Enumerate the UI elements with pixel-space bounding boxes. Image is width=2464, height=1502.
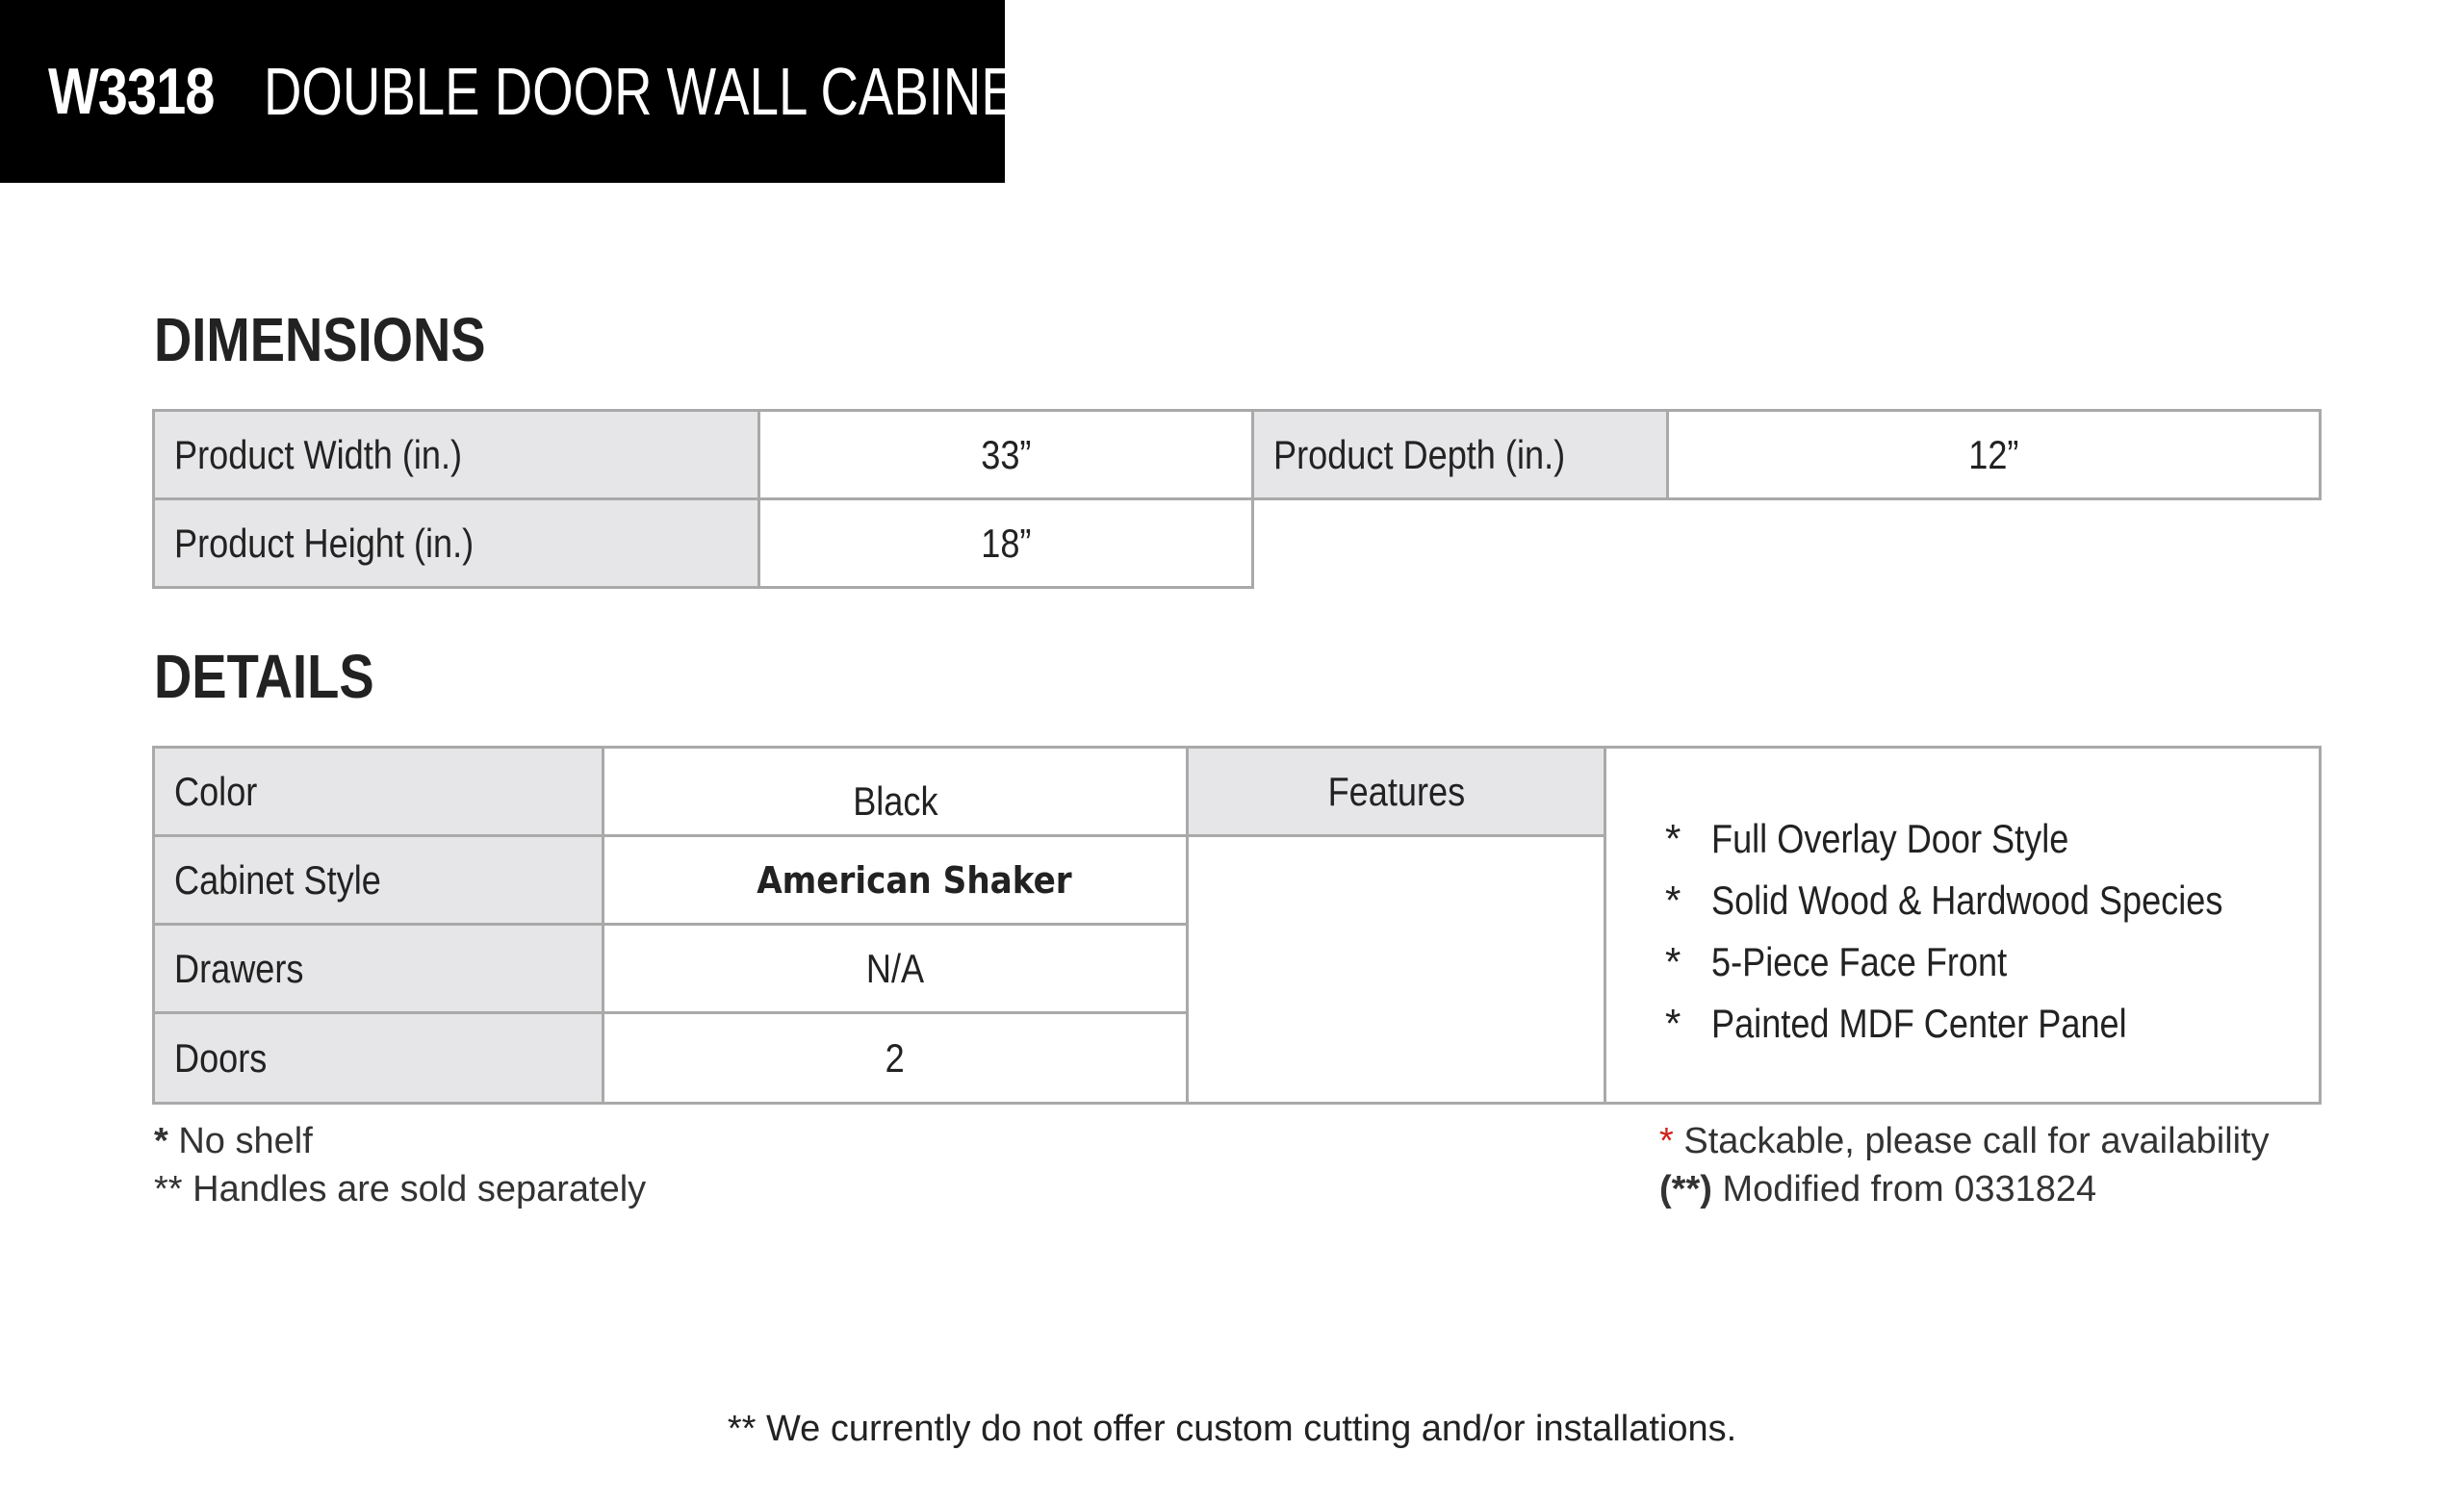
- note-modified: (**) Modified from 0331824: [1659, 1169, 2097, 1209]
- feature-item: * Full Overlay Door Style: [1665, 816, 2069, 861]
- color-value: Black: [852, 777, 938, 824]
- drawers-value-cell: [602, 923, 1189, 1014]
- dimensions-heading: DIMENSIONS: [154, 305, 486, 374]
- features-label-cell: [1186, 746, 1606, 837]
- features-list: [1665, 808, 2306, 1055]
- cabinet-style-value-cell: [602, 834, 1189, 926]
- cabinet-style-label-cell: [152, 834, 604, 926]
- cabinet-style-value: American Shaker: [757, 858, 1072, 902]
- product-depth-label: Product Depth (in.): [1273, 431, 1566, 477]
- feature-item: * Painted MDF Center Panel: [1665, 1001, 2127, 1046]
- product-width-label-cell: [152, 409, 760, 500]
- feature-bullet: *: [1665, 1001, 1681, 1046]
- drawers-value: N/A: [865, 945, 925, 991]
- features-spacer-cell: [1186, 834, 1606, 1105]
- product-width-label: Product Width (in.): [174, 431, 463, 477]
- doors-value: 2: [885, 1034, 906, 1081]
- product-depth-value-cell: [1666, 409, 2322, 500]
- footer-disclaimer: ** We currently do not offer custom cutting and/or installations.: [727, 1409, 1737, 1449]
- color-label: Color: [174, 768, 258, 814]
- details-heading: DETAILS: [154, 642, 374, 711]
- product-height-label-cell: [152, 497, 760, 589]
- drawers-label: Drawers: [174, 945, 304, 991]
- feature-item: * 5-Piece Face Front: [1665, 939, 2008, 984]
- product-width-value: 33”: [980, 431, 1032, 477]
- doors-label: Doors: [174, 1034, 268, 1081]
- doors-value-cell: [602, 1011, 1189, 1105]
- color-label-cell: [152, 746, 604, 837]
- doors-label-cell: [152, 1011, 604, 1105]
- drawers-label-cell: [152, 923, 604, 1014]
- note-no-shelf: * No shelf: [154, 1121, 313, 1161]
- color-value-cell: [602, 746, 1189, 837]
- product-depth-value: 12”: [1968, 431, 2019, 477]
- feature-bullet: *: [1665, 939, 1681, 984]
- product-code: W3318: [48, 55, 215, 128]
- product-width-value-cell: [757, 409, 1254, 500]
- product-height-label: Product Height (in.): [174, 520, 475, 566]
- header-bar: [0, 0, 1049, 183]
- product-depth-label-cell: [1251, 409, 1669, 500]
- feature-item: * Solid Wood & Hardwood Species: [1665, 878, 2223, 923]
- feature-bullet: *: [1665, 878, 1681, 923]
- feature-bullet: *: [1665, 816, 1681, 861]
- product-title: DOUBLE DOOR WALL CABINET: [264, 54, 1049, 129]
- features-label: Features: [1327, 768, 1465, 814]
- note-handles: ** Handles are sold separately: [154, 1169, 647, 1209]
- product-height-value-cell: [757, 497, 1254, 589]
- product-height-value: 18”: [980, 520, 1032, 566]
- note-stackable: * Stackable, please call for availability: [1659, 1121, 2270, 1161]
- cabinet-style-label: Cabinet Style: [174, 856, 381, 903]
